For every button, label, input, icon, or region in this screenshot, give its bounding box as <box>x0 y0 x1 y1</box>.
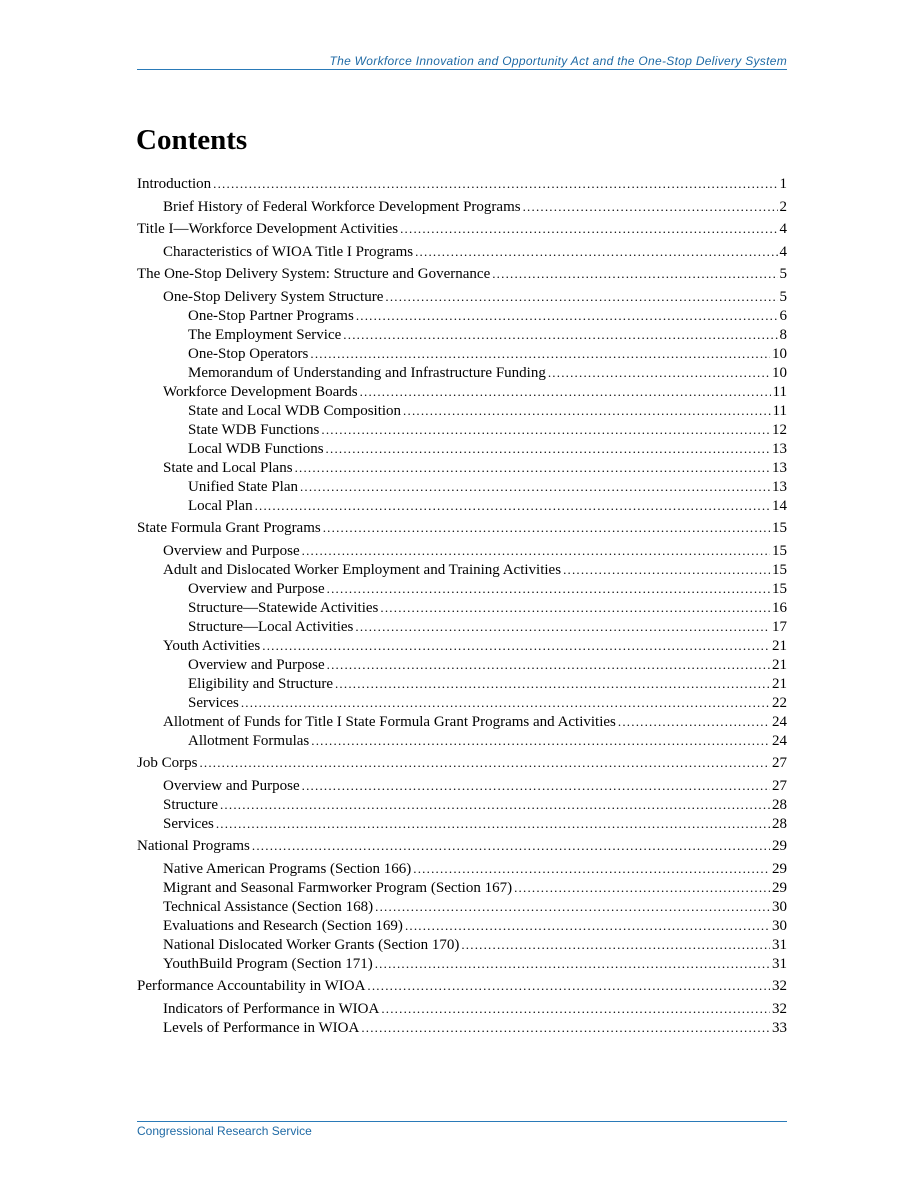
toc-entry-page: 8 <box>779 326 787 343</box>
toc-leader-dots <box>311 731 770 750</box>
toc-leader-dots <box>310 344 770 363</box>
toc-entry[interactable] <box>137 197 787 216</box>
toc-entry-title: Overview and Purpose <box>163 542 300 559</box>
toc-leader-dots <box>355 617 770 636</box>
toc-entry[interactable] <box>137 518 787 537</box>
toc-leader-dots <box>523 197 778 216</box>
toc-entry-title: One-Stop Delivery System Structure <box>163 288 384 305</box>
toc-entry[interactable] <box>137 287 787 306</box>
toc-entry-page: 13 <box>772 459 787 476</box>
toc-leader-dots <box>302 776 770 795</box>
toc-entry-page: 28 <box>772 796 787 813</box>
toc-entry[interactable] <box>137 878 787 897</box>
toc-leader-dots <box>415 242 777 261</box>
toc-entry-page: 13 <box>772 440 787 457</box>
toc-leader-dots <box>327 579 770 598</box>
toc-entry-page: 5 <box>779 266 787 282</box>
toc-entry[interactable] <box>137 344 787 363</box>
toc-entry-page: 31 <box>772 936 787 953</box>
toc-entry[interactable] <box>137 363 787 382</box>
toc-entry-title: Introduction <box>137 176 212 192</box>
toc-leader-dots <box>403 401 771 420</box>
toc-entry[interactable] <box>137 795 787 814</box>
toc-entry-title: National Dislocated Worker Grants (Section 170) <box>163 936 460 953</box>
toc-entry[interactable] <box>137 731 787 750</box>
toc-entry-page: 24 <box>772 713 787 730</box>
toc-entry[interactable] <box>137 712 787 731</box>
toc-entry[interactable] <box>137 174 787 193</box>
toc-leader-dots <box>380 598 770 617</box>
toc-entry-title: One-Stop Operators <box>188 345 309 362</box>
toc-leader-dots <box>548 363 770 382</box>
toc-entry[interactable] <box>137 776 787 795</box>
toc-entry-title: The One-Stop Delivery System: Structure and Governance <box>137 266 491 282</box>
toc-entry-title: Overview and Purpose <box>163 777 300 794</box>
toc-entry-page: 27 <box>772 777 787 794</box>
toc-entry-page: 30 <box>772 898 787 915</box>
toc-entry-page: 29 <box>772 860 787 877</box>
toc-leader-dots <box>216 814 770 833</box>
toc-entry[interactable] <box>137 264 787 283</box>
toc-entry[interactable] <box>137 401 787 420</box>
toc-entry[interactable] <box>137 836 787 855</box>
header-rule <box>137 69 787 70</box>
toc-leader-dots <box>255 496 770 515</box>
toc-entry-title: Overview and Purpose <box>188 580 325 597</box>
toc-entry-page: 14 <box>772 497 787 514</box>
table-of-contents <box>137 174 787 1037</box>
toc-entry[interactable] <box>137 976 787 995</box>
toc-entry-title: Native American Programs (Section 166) <box>163 860 412 877</box>
toc-entry-title: Structure—Statewide Activities <box>188 599 379 616</box>
toc-entry[interactable] <box>137 1018 787 1037</box>
toc-entry[interactable] <box>137 617 787 636</box>
toc-entry-title: Structure—Local Activities <box>188 618 354 635</box>
toc-entry-title: Services <box>163 815 214 832</box>
toc-entry[interactable] <box>137 954 787 973</box>
toc-entry[interactable] <box>137 325 787 344</box>
toc-leader-dots <box>321 420 770 439</box>
toc-entry-title: Indicators of Performance in WIOA <box>163 1000 380 1017</box>
toc-entry[interactable] <box>137 420 787 439</box>
toc-entry-page: 31 <box>772 955 787 972</box>
toc-entry[interactable] <box>137 541 787 560</box>
toc-leader-dots <box>220 795 770 814</box>
toc-entry[interactable] <box>137 477 787 496</box>
toc-leader-dots <box>413 859 770 878</box>
toc-leader-dots <box>360 382 771 401</box>
toc-entry-title: Local Plan <box>188 497 253 514</box>
toc-entry-page: 12 <box>772 421 787 438</box>
toc-entry[interactable] <box>137 242 787 261</box>
toc-leader-dots <box>492 264 777 283</box>
toc-entry-title: State WDB Functions <box>188 421 320 438</box>
toc-entry[interactable] <box>137 999 787 1018</box>
toc-leader-dots <box>335 674 770 693</box>
toc-entry-page: 24 <box>772 732 787 749</box>
toc-entry-page: 13 <box>772 478 787 495</box>
toc-leader-dots <box>361 1018 770 1037</box>
toc-entry[interactable] <box>137 219 787 238</box>
toc-leader-dots <box>381 999 770 1018</box>
toc-entry[interactable] <box>137 753 787 772</box>
toc-entry-title: Brief History of Federal Workforce Development Programs <box>163 198 521 215</box>
toc-entry-page: 21 <box>772 675 787 692</box>
toc-entry-title: Allotment Formulas <box>188 732 310 749</box>
toc-entry-title: Migrant and Seasonal Farmworker Program (Section 167) <box>163 879 513 896</box>
toc-entry-title: Adult and Dislocated Worker Employment and Training Activities <box>163 561 562 578</box>
toc-entry-page: 21 <box>772 656 787 673</box>
toc-leader-dots <box>385 287 777 306</box>
toc-entry-page: 17 <box>772 618 787 635</box>
toc-entry-page: 15 <box>772 542 787 559</box>
toc-entry-title: The Employment Service <box>188 326 342 343</box>
toc-entry-page: 11 <box>772 383 787 400</box>
toc-entry[interactable] <box>137 382 787 401</box>
toc-entry-title: Memorandum of Understanding and Infrastructure Funding <box>188 364 546 381</box>
toc-entry-title: Allotment of Funds for Title I State Formula Grant Programs and Activities <box>163 713 616 730</box>
toc-leader-dots <box>326 439 770 458</box>
toc-leader-dots <box>400 219 777 238</box>
toc-entry-title: Levels of Performance in WIOA <box>163 1019 360 1036</box>
toc-entry-title: State and Local Plans <box>163 459 293 476</box>
toc-leader-dots <box>405 916 770 935</box>
toc-entry-page: 30 <box>772 917 787 934</box>
toc-entry[interactable] <box>137 935 787 954</box>
toc-entry-title: Youth Activities <box>163 637 261 654</box>
toc-entry-title: Structure <box>163 796 218 813</box>
toc-entry[interactable] <box>137 496 787 515</box>
toc-leader-dots <box>295 458 770 477</box>
toc-entry-title: State Formula Grant Programs <box>137 520 321 536</box>
toc-entry-page: 16 <box>772 599 787 616</box>
toc-entry-title: Evaluations and Research (Section 169) <box>163 917 403 934</box>
toc-entry-page: 32 <box>772 978 787 994</box>
toc-entry-title: Performance Accountability in WIOA <box>137 978 366 994</box>
toc-leader-dots <box>375 897 770 916</box>
toc-leader-dots <box>327 655 770 674</box>
footer-publisher: Congressional Research Service <box>137 1124 312 1138</box>
toc-entry-title: Eligibility and Structure <box>188 675 333 692</box>
toc-entry-page: 32 <box>772 1000 787 1017</box>
toc-entry-title: Local WDB Functions <box>188 440 324 457</box>
toc-entry-page: 15 <box>772 520 787 536</box>
toc-entry-title: Characteristics of WIOA Title I Programs <box>163 243 414 260</box>
toc-entry[interactable] <box>137 897 787 916</box>
toc-entry-page: 15 <box>772 561 787 578</box>
page-title: Contents <box>136 124 248 156</box>
toc-entry[interactable] <box>137 693 787 712</box>
toc-entry-page: 21 <box>772 637 787 654</box>
toc-entry-page: 5 <box>779 288 787 305</box>
toc-entry[interactable] <box>137 579 787 598</box>
toc-entry-title: YouthBuild Program (Section 171) <box>163 955 373 972</box>
toc-entry-title: Job Corps <box>137 755 198 771</box>
toc-entry[interactable] <box>137 598 787 617</box>
toc-entry-page: 29 <box>772 879 787 896</box>
toc-entry-page: 22 <box>772 694 787 711</box>
toc-entry-page: 11 <box>772 402 787 419</box>
toc-leader-dots <box>213 174 777 193</box>
toc-leader-dots <box>563 560 770 579</box>
toc-entry[interactable] <box>137 306 787 325</box>
toc-entry-title: Overview and Purpose <box>188 656 325 673</box>
toc-entry-page: 10 <box>772 345 787 362</box>
toc-entry-title: One-Stop Partner Programs <box>188 307 354 324</box>
toc-entry-page: 1 <box>779 176 787 192</box>
toc-entry-page: 4 <box>779 243 787 260</box>
toc-entry[interactable] <box>137 458 787 477</box>
toc-entry[interactable] <box>137 655 787 674</box>
toc-entry-title: State and Local WDB Composition <box>188 402 402 419</box>
toc-leader-dots <box>300 477 770 496</box>
toc-leader-dots <box>461 935 770 954</box>
toc-entry-title: National Programs <box>137 838 250 854</box>
toc-entry[interactable] <box>137 814 787 833</box>
toc-leader-dots <box>343 325 777 344</box>
toc-leader-dots <box>241 693 770 712</box>
toc-entry-page: 2 <box>779 198 787 215</box>
toc-entry-page: 15 <box>772 580 787 597</box>
toc-entry[interactable] <box>137 916 787 935</box>
toc-entry-title: Unified State Plan <box>188 478 298 495</box>
toc-leader-dots <box>618 712 770 731</box>
running-header: The Workforce Innovation and Opportunity Act and the One-Stop Delivery System <box>329 54 787 68</box>
toc-entry-page: 10 <box>772 364 787 381</box>
toc-leader-dots <box>367 976 770 995</box>
toc-leader-dots <box>323 518 770 537</box>
toc-entry-page: 29 <box>772 838 787 854</box>
toc-leader-dots <box>262 636 770 655</box>
toc-entry-page: 28 <box>772 815 787 832</box>
toc-entry[interactable] <box>137 674 787 693</box>
toc-leader-dots <box>375 954 770 973</box>
toc-entry-title: Technical Assistance (Section 168) <box>163 898 374 915</box>
toc-entry-title: Services <box>188 694 239 711</box>
toc-entry-page: 6 <box>779 307 787 324</box>
toc-entry-page: 33 <box>772 1019 787 1036</box>
toc-leader-dots <box>252 836 770 855</box>
toc-entry-title: Title I—Workforce Development Activities <box>137 221 399 237</box>
toc-entry[interactable] <box>137 636 787 655</box>
toc-entry[interactable] <box>137 560 787 579</box>
toc-leader-dots <box>356 306 778 325</box>
toc-entry[interactable] <box>137 439 787 458</box>
toc-entry[interactable] <box>137 859 787 878</box>
toc-leader-dots <box>302 541 770 560</box>
toc-leader-dots <box>199 753 770 772</box>
toc-entry-page: 4 <box>779 221 787 237</box>
toc-entry-page: 27 <box>772 755 787 771</box>
toc-leader-dots <box>514 878 770 897</box>
toc-entry-title: Workforce Development Boards <box>163 383 358 400</box>
footer-rule <box>137 1121 787 1122</box>
